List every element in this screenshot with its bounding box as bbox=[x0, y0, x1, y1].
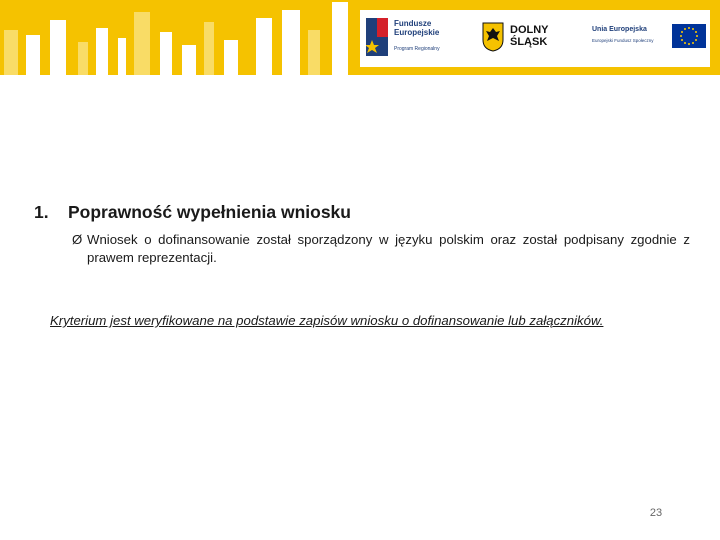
banner-decor bbox=[332, 2, 348, 75]
region-logo-text: DOLNY ŚLĄSK bbox=[510, 24, 549, 48]
banner-decor bbox=[160, 32, 172, 75]
verification-note: Kryterium jest weryfikowane na podstawie zapisów wniosku o dofinansowanie lub załączników. bbox=[50, 313, 604, 328]
banner-decor bbox=[256, 18, 272, 75]
region-logo bbox=[482, 22, 582, 56]
section-heading bbox=[34, 202, 694, 223]
banner-decor bbox=[4, 30, 18, 75]
funds-logo-subtitle: Program Regionalny bbox=[394, 46, 440, 52]
heading-number: 1. bbox=[34, 202, 49, 222]
page-number: 23 bbox=[649, 507, 663, 519]
banner-decor bbox=[78, 42, 88, 75]
banner-decor bbox=[96, 28, 108, 75]
banner-decor bbox=[134, 12, 150, 75]
funds-logo bbox=[366, 18, 486, 58]
arrow-bullet-icon: Ø bbox=[72, 232, 83, 247]
criterion-bullet bbox=[72, 231, 690, 267]
banner-decor bbox=[282, 10, 300, 75]
bullet-text: Wniosek o dofinansowanie został sporządzony w języku polskim oraz został podpisany zgodnie z prawem reprezentacji. bbox=[87, 232, 690, 265]
eu-logo-subtitle: Europejski Fundusz Społeczny bbox=[592, 38, 654, 43]
eu-logo bbox=[592, 24, 706, 54]
banner-decor bbox=[50, 20, 66, 75]
banner-decor bbox=[26, 35, 40, 75]
logo-strip bbox=[360, 10, 710, 67]
banner-decor bbox=[308, 30, 320, 75]
banner-decor bbox=[224, 40, 238, 75]
eu-logo-title: Unia Europejska bbox=[592, 26, 647, 33]
funds-emblem-icon bbox=[366, 18, 388, 56]
heading-text: Poprawność wypełnienia wniosku bbox=[68, 202, 351, 222]
eu-flag-icon bbox=[672, 24, 706, 48]
funds-logo-title: Fundusze Europejskie bbox=[394, 19, 440, 37]
banner-decor bbox=[182, 45, 196, 75]
banner-decor bbox=[204, 22, 214, 75]
banner-decor bbox=[118, 38, 126, 75]
eagle-crest-icon bbox=[482, 22, 504, 52]
